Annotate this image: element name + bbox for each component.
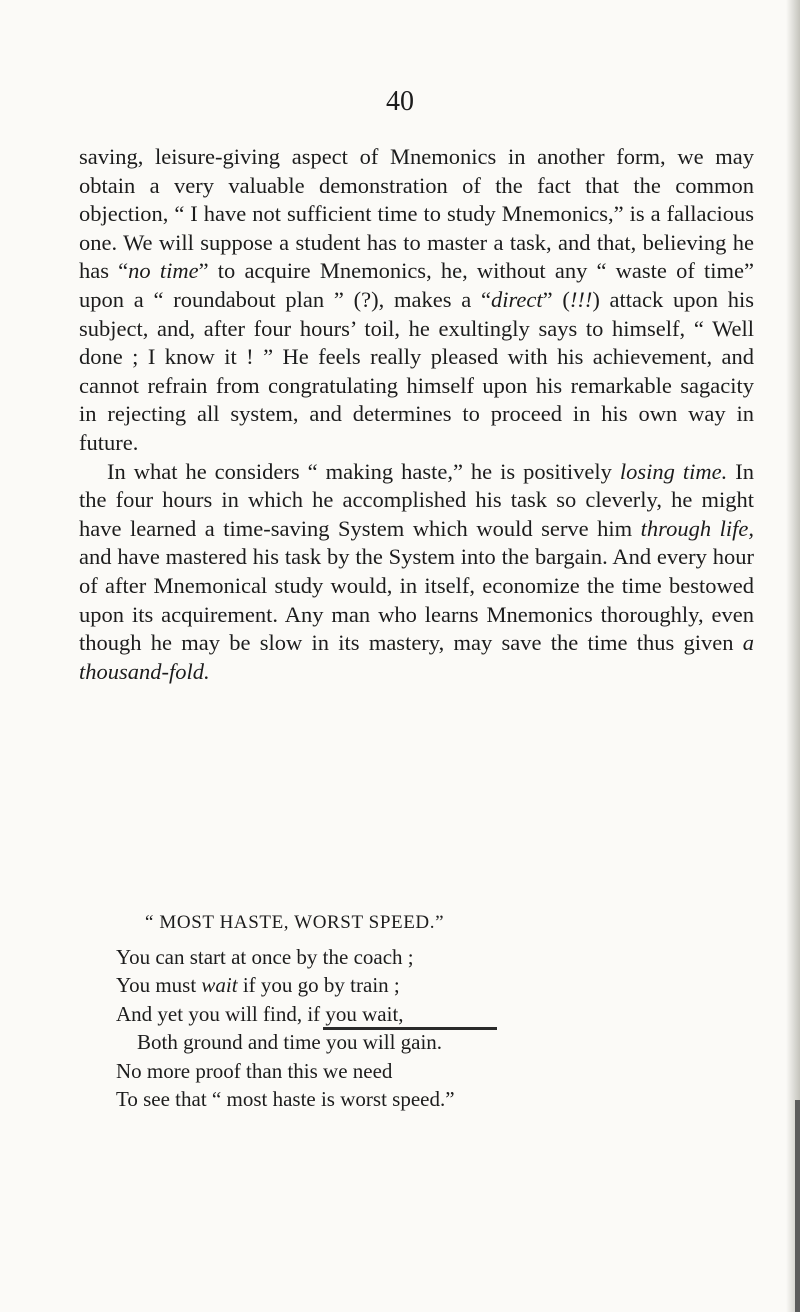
text-run: You must: [116, 973, 202, 997]
body-text: [79, 143, 754, 686]
italic-text: direct: [490, 286, 543, 312]
italic-text: wait: [201, 973, 238, 997]
italic-text: !!!: [569, 286, 593, 312]
poem-line: To see that “ most haste is worst speed.”: [116, 1087, 455, 1111]
paragraph: [79, 143, 754, 458]
poem-line: Both ground and time you will gain.: [137, 1030, 443, 1054]
poem-line: No more proof than this we need: [116, 1058, 393, 1083]
poem-line: And yet you will find, if you wait,: [116, 1001, 404, 1026]
text-run: ” to acquire Mnemonics, he, without any “ waste of time” upon a “ roundabout plan ” (?), makes a “: [79, 258, 754, 312]
italic-text: a thousand-fold.: [79, 630, 754, 684]
page-edge-dark: [795, 1100, 800, 1312]
end-rule: [323, 1027, 497, 1030]
text-run: ” (: [542, 286, 570, 312]
italic-text: through life,: [640, 515, 754, 541]
text-run: In the four hours in which he accomplished his task so cleverly, he might have learned a time-saving System which would serve him: [79, 458, 754, 541]
page-number: 40: [386, 86, 414, 117]
text-run: if you go by train ;: [237, 973, 400, 997]
text-run: saving, leisure-giving aspect of Mnemonics in another form, we may obtain a very valuable demonstration of the fact that the common objection, “ I have not sufficient time to study Mnemonics,” is a fallacious one. We will suppose a student has to master a task, and that, believing he has “: [79, 144, 754, 284]
text-run: ) attack upon his subject, and, after four hours’ toil, he exultingly says to himself, “ Well done ; I know it ! ” He feels really pleased with his achievement, and cannot refrain from congratulating himself upon his remarkable sagacity in rejecting all system, and determines to proceed in his own way in future.: [79, 286, 755, 455]
text-run: In what he considers “ making haste,” he is positively: [107, 458, 620, 484]
italic-text: no time: [128, 258, 199, 284]
poem-line: You can start at once by the coach ;: [116, 944, 414, 969]
text-run: and have mastered his task by the System into the bargain. And every hour of after Mnemonical study would, in itself, economize the time bestowed upon its acquirement. Any man who learns Mnemonics thoroughly, even though he may be slow in its mastery, may save the time thus given: [79, 544, 754, 656]
poem-title: “ MOST HASTE, WORST SPEED.”: [145, 912, 445, 933]
paragraph: [79, 458, 754, 687]
poem-line: [116, 971, 736, 1000]
poem: [116, 909, 736, 1114]
italic-text: losing time.: [619, 458, 728, 484]
